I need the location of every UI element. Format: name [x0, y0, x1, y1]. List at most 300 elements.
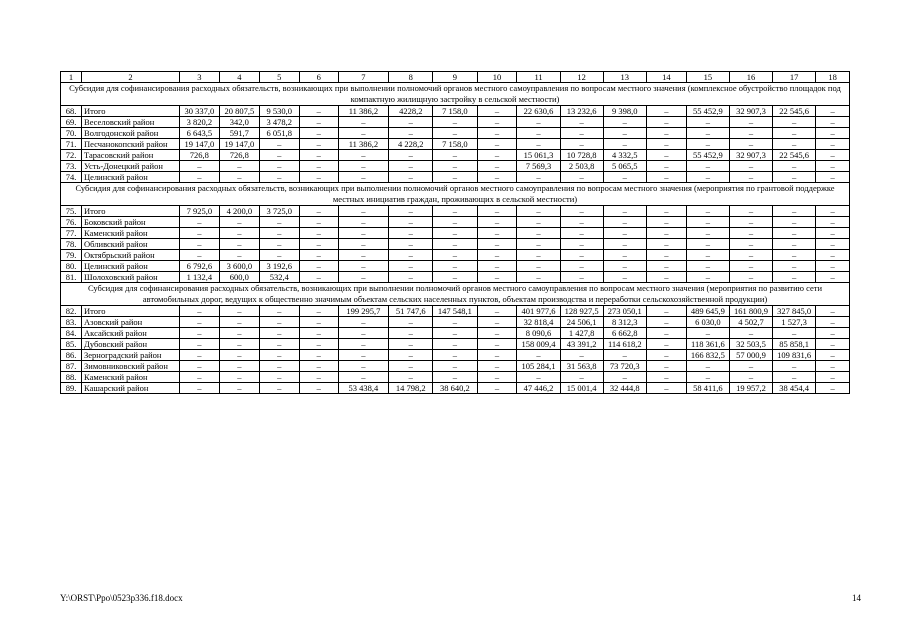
page-number: 14	[852, 593, 861, 603]
value-cell: –	[517, 217, 560, 228]
value-cell: –	[433, 228, 477, 239]
value-cell: –	[259, 161, 299, 172]
district-name: Аксайский район	[82, 328, 180, 339]
value-cell: –	[389, 361, 433, 372]
value-cell: –	[646, 339, 686, 350]
value-cell: –	[773, 217, 816, 228]
column-number-cell: 5	[259, 72, 299, 83]
value-cell: –	[338, 239, 388, 250]
value-cell: –	[338, 250, 388, 261]
value-cell: 11 386,2	[338, 139, 388, 150]
row-number: 79.	[61, 250, 82, 261]
value-cell: –	[389, 272, 433, 283]
value-cell: 726,8	[179, 150, 219, 161]
value-cell: –	[686, 117, 729, 128]
value-cell: –	[729, 372, 772, 383]
row-number: 80.	[61, 261, 82, 272]
value-cell: –	[560, 350, 603, 361]
value-cell: –	[603, 139, 646, 150]
value-cell: –	[517, 206, 560, 217]
value-cell: –	[477, 339, 517, 350]
value-cell: 158 009,4	[517, 339, 560, 350]
value-cell: –	[729, 172, 772, 183]
value-cell: –	[219, 328, 259, 339]
table-row	[61, 250, 850, 261]
value-cell: –	[560, 117, 603, 128]
value-cell: –	[560, 206, 603, 217]
row-number: 69.	[61, 117, 82, 128]
value-cell: 19 147,0	[219, 139, 259, 150]
value-cell: –	[517, 261, 560, 272]
value-cell: –	[299, 261, 338, 272]
value-cell: –	[477, 239, 517, 250]
table-row	[61, 350, 850, 361]
district-name: Итого	[82, 306, 180, 317]
row-number: 84.	[61, 328, 82, 339]
value-cell: –	[179, 328, 219, 339]
value-cell: –	[259, 172, 299, 183]
row-number: 75.	[61, 206, 82, 217]
value-cell: 19 957,2	[729, 383, 772, 394]
table-row	[61, 383, 850, 394]
column-number-cell: 13	[603, 72, 646, 83]
value-cell: –	[338, 361, 388, 372]
value-cell: –	[299, 217, 338, 228]
value-cell: –	[773, 128, 816, 139]
value-cell: –	[646, 117, 686, 128]
value-cell: 1 427,8	[560, 328, 603, 339]
value-cell: –	[816, 239, 850, 250]
district-name: Итого	[82, 206, 180, 217]
value-cell: –	[259, 361, 299, 372]
table-row	[61, 150, 850, 161]
table-row	[61, 161, 850, 172]
value-cell: 4 228,2	[389, 139, 433, 150]
value-cell: –	[603, 350, 646, 361]
value-cell: –	[816, 306, 850, 317]
value-cell: 32 503,5	[729, 339, 772, 350]
value-cell: –	[477, 350, 517, 361]
value-cell: –	[179, 250, 219, 261]
value-cell: –	[389, 350, 433, 361]
table-row	[61, 228, 850, 239]
value-cell: 8 312,3	[603, 317, 646, 328]
value-cell: –	[433, 128, 477, 139]
column-number-cell: 1	[61, 72, 82, 83]
table-row	[61, 117, 850, 128]
value-cell: –	[338, 328, 388, 339]
value-cell: 31 563,8	[560, 361, 603, 372]
value-cell: 532,4	[259, 272, 299, 283]
value-cell: 32 444,8	[603, 383, 646, 394]
value-cell: –	[560, 250, 603, 261]
value-cell: –	[338, 272, 388, 283]
value-cell: 22 630,6	[517, 106, 560, 117]
value-cell: 1 132,4	[179, 272, 219, 283]
value-cell: –	[219, 350, 259, 361]
value-cell: –	[816, 261, 850, 272]
value-cell: –	[560, 261, 603, 272]
value-cell: –	[816, 206, 850, 217]
value-cell: 3 820,2	[179, 117, 219, 128]
value-cell: –	[517, 172, 560, 183]
value-cell: –	[603, 372, 646, 383]
value-cell: –	[646, 106, 686, 117]
value-cell: 273 050,1	[603, 306, 646, 317]
value-cell: 7 158,0	[433, 106, 477, 117]
value-cell: –	[299, 228, 338, 239]
value-cell: –	[560, 239, 603, 250]
value-cell: –	[433, 239, 477, 250]
value-cell: –	[477, 250, 517, 261]
value-cell: –	[219, 250, 259, 261]
row-number: 77.	[61, 228, 82, 239]
column-number-cell: 7	[338, 72, 388, 83]
value-cell: –	[646, 350, 686, 361]
value-cell: –	[389, 228, 433, 239]
value-cell: –	[517, 228, 560, 239]
section-title-row	[61, 283, 850, 306]
value-cell: –	[477, 228, 517, 239]
column-number-cell: 18	[816, 72, 850, 83]
value-cell: 600,0	[219, 272, 259, 283]
value-cell: –	[338, 172, 388, 183]
value-cell: 161 800,9	[729, 306, 772, 317]
value-cell: –	[433, 339, 477, 350]
value-cell: –	[603, 272, 646, 283]
value-cell: –	[338, 372, 388, 383]
value-cell: –	[816, 361, 850, 372]
value-cell: –	[603, 261, 646, 272]
value-cell: –	[686, 250, 729, 261]
value-cell: –	[299, 106, 338, 117]
value-cell: –	[686, 272, 729, 283]
value-cell: 3 192,6	[259, 261, 299, 272]
value-cell: –	[338, 228, 388, 239]
value-cell: –	[686, 228, 729, 239]
value-cell: –	[179, 350, 219, 361]
column-number-cell: 10	[477, 72, 517, 83]
section-title: Субсидия для софинансирования расходных обязательств, возникающих при выполнении полномочий органов местного самоуправления по вопросам местного значения (мероприятия по грантовой поддержке местных инициатив граждан, проживающих в сельской местности)	[61, 183, 850, 206]
value-cell: –	[560, 372, 603, 383]
table-row	[61, 139, 850, 150]
value-cell: –	[816, 383, 850, 394]
value-cell: –	[686, 361, 729, 372]
value-cell: 2 503,8	[560, 161, 603, 172]
value-cell: –	[773, 361, 816, 372]
value-cell: 118 361,6	[686, 339, 729, 350]
value-cell: 9 398,0	[603, 106, 646, 117]
value-cell: –	[179, 228, 219, 239]
value-cell: 43 391,2	[560, 339, 603, 350]
value-cell: 30 337,0	[179, 106, 219, 117]
value-cell: –	[259, 339, 299, 350]
value-cell: 342,0	[219, 117, 259, 128]
value-cell: 5 065,5	[603, 161, 646, 172]
row-number: 88.	[61, 372, 82, 383]
value-cell: –	[259, 350, 299, 361]
value-cell: 166 832,5	[686, 350, 729, 361]
value-cell: –	[299, 128, 338, 139]
value-cell: –	[477, 361, 517, 372]
value-cell: –	[816, 106, 850, 117]
table-row	[61, 272, 850, 283]
value-cell: –	[517, 139, 560, 150]
value-cell: –	[560, 128, 603, 139]
value-cell: –	[517, 250, 560, 261]
value-cell: –	[816, 150, 850, 161]
value-cell: –	[477, 172, 517, 183]
value-cell: –	[389, 206, 433, 217]
value-cell: –	[816, 250, 850, 261]
district-name: Шолоховский район	[82, 272, 180, 283]
value-cell: –	[179, 239, 219, 250]
value-cell: –	[646, 206, 686, 217]
value-cell: –	[299, 239, 338, 250]
column-number-cell: 4	[219, 72, 259, 83]
value-cell: –	[433, 372, 477, 383]
value-cell: –	[219, 228, 259, 239]
row-number: 83.	[61, 317, 82, 328]
value-cell: –	[517, 239, 560, 250]
value-cell: –	[338, 206, 388, 217]
value-cell: –	[219, 372, 259, 383]
value-cell: –	[686, 261, 729, 272]
value-cell: –	[477, 206, 517, 217]
value-cell: –	[389, 250, 433, 261]
row-number: 87.	[61, 361, 82, 372]
table-row	[61, 339, 850, 350]
value-cell: –	[686, 128, 729, 139]
column-number-cell: 2	[82, 72, 180, 83]
value-cell: –	[259, 383, 299, 394]
column-number-cell: 3	[179, 72, 219, 83]
value-cell: –	[477, 217, 517, 228]
column-number-cell: 15	[686, 72, 729, 83]
district-name: Боковский район	[82, 217, 180, 228]
value-cell: –	[389, 261, 433, 272]
value-cell: –	[646, 361, 686, 372]
value-cell: –	[219, 239, 259, 250]
value-cell: –	[179, 161, 219, 172]
value-cell: –	[219, 172, 259, 183]
value-cell: 327 845,0	[773, 306, 816, 317]
value-cell: –	[686, 139, 729, 150]
value-cell: 7 569,3	[517, 161, 560, 172]
value-cell: –	[219, 161, 259, 172]
value-cell: –	[219, 217, 259, 228]
value-cell: –	[338, 217, 388, 228]
value-cell: –	[433, 206, 477, 217]
value-cell: –	[299, 361, 338, 372]
value-cell: –	[389, 239, 433, 250]
value-cell: –	[773, 206, 816, 217]
value-cell: –	[299, 328, 338, 339]
value-cell: 4 332,5	[603, 150, 646, 161]
value-cell: –	[259, 306, 299, 317]
value-cell: –	[729, 217, 772, 228]
value-cell: –	[179, 172, 219, 183]
value-cell: –	[477, 117, 517, 128]
value-cell: 15 001,4	[560, 383, 603, 394]
value-cell: –	[259, 239, 299, 250]
table-row	[61, 361, 850, 372]
value-cell: –	[773, 272, 816, 283]
value-cell: –	[477, 317, 517, 328]
value-cell: –	[433, 150, 477, 161]
value-cell: –	[433, 272, 477, 283]
value-cell: –	[686, 328, 729, 339]
value-cell: –	[477, 306, 517, 317]
value-cell: –	[816, 228, 850, 239]
value-cell: 3 600,0	[219, 261, 259, 272]
value-cell: –	[299, 383, 338, 394]
value-cell: 4228,2	[389, 106, 433, 117]
value-cell: –	[603, 172, 646, 183]
district-name: Кашарский район	[82, 383, 180, 394]
value-cell: –	[299, 172, 338, 183]
footer-file-path: Y:\ORST\Ppo\0523p336.f18.docx	[60, 593, 183, 603]
value-cell: 1 527,3	[773, 317, 816, 328]
value-cell: –	[389, 217, 433, 228]
value-cell: –	[389, 161, 433, 172]
value-cell: –	[729, 206, 772, 217]
value-cell: –	[729, 139, 772, 150]
value-cell: –	[646, 172, 686, 183]
value-cell: –	[686, 239, 729, 250]
value-cell: –	[338, 150, 388, 161]
value-cell: 58 411,6	[686, 383, 729, 394]
value-cell: –	[686, 372, 729, 383]
value-cell: –	[729, 272, 772, 283]
value-cell: –	[299, 206, 338, 217]
row-number: 82.	[61, 306, 82, 317]
value-cell: –	[729, 239, 772, 250]
district-name: Итого	[82, 106, 180, 117]
value-cell: 7 158,0	[433, 139, 477, 150]
value-cell: 109 831,6	[773, 350, 816, 361]
value-cell: 53 438,4	[338, 383, 388, 394]
value-cell: 85 858,1	[773, 339, 816, 350]
value-cell: –	[816, 139, 850, 150]
column-number-cell: 12	[560, 72, 603, 83]
value-cell: 57 000,9	[729, 350, 772, 361]
value-cell: –	[433, 250, 477, 261]
value-cell: 11 386,2	[338, 106, 388, 117]
district-name: Целинский район	[82, 261, 180, 272]
value-cell: –	[389, 339, 433, 350]
value-cell: –	[646, 228, 686, 239]
value-cell: –	[773, 261, 816, 272]
column-number-cell: 6	[299, 72, 338, 83]
column-number-cell: 9	[433, 72, 477, 83]
value-cell: –	[179, 339, 219, 350]
value-cell: 7 925,0	[179, 206, 219, 217]
value-cell: –	[477, 261, 517, 272]
value-cell: –	[646, 128, 686, 139]
value-cell: 38 454,4	[773, 383, 816, 394]
value-cell: –	[646, 161, 686, 172]
value-cell: –	[433, 172, 477, 183]
value-cell: –	[477, 139, 517, 150]
value-cell: –	[477, 383, 517, 394]
row-number: 70.	[61, 128, 82, 139]
row-number: 73.	[61, 161, 82, 172]
value-cell: 128 927,5	[560, 306, 603, 317]
value-cell: –	[259, 228, 299, 239]
district-name: Песчанокопский район	[82, 139, 180, 150]
value-cell: 51 747,6	[389, 306, 433, 317]
table-row	[61, 239, 850, 250]
value-cell: –	[179, 217, 219, 228]
value-cell: 10 728,8	[560, 150, 603, 161]
row-number: 71.	[61, 139, 82, 150]
value-cell: –	[729, 228, 772, 239]
value-cell: –	[299, 317, 338, 328]
section-title-row	[61, 83, 850, 106]
value-cell: –	[219, 339, 259, 350]
district-name: Веселовский район	[82, 117, 180, 128]
value-cell: –	[338, 161, 388, 172]
value-cell: –	[477, 128, 517, 139]
value-cell: –	[299, 150, 338, 161]
value-cell: 8 090,6	[517, 328, 560, 339]
value-cell: –	[686, 206, 729, 217]
value-cell: –	[433, 361, 477, 372]
value-cell: –	[338, 350, 388, 361]
value-cell: –	[646, 239, 686, 250]
district-name: Дубовский район	[82, 339, 180, 350]
value-cell: –	[433, 328, 477, 339]
value-cell: –	[603, 128, 646, 139]
value-cell: 114 618,2	[603, 339, 646, 350]
value-cell: –	[259, 250, 299, 261]
value-cell: –	[560, 172, 603, 183]
value-cell: –	[517, 117, 560, 128]
value-cell: –	[646, 372, 686, 383]
value-cell: –	[773, 372, 816, 383]
value-cell: 199 295,7	[338, 306, 388, 317]
value-cell: –	[389, 328, 433, 339]
column-number-cell: 11	[517, 72, 560, 83]
value-cell: 6 030,0	[686, 317, 729, 328]
value-cell: 38 640,2	[433, 383, 477, 394]
value-cell: –	[433, 261, 477, 272]
value-cell: –	[179, 361, 219, 372]
value-cell: 32 907,3	[729, 150, 772, 161]
value-cell: –	[338, 261, 388, 272]
district-name: Каменский район	[82, 372, 180, 383]
section-title-row	[61, 183, 850, 206]
value-cell: –	[477, 272, 517, 283]
value-cell: 3 478,2	[259, 117, 299, 128]
value-cell: 147 548,1	[433, 306, 477, 317]
district-name: Октябрьский район	[82, 250, 180, 261]
value-cell: –	[729, 328, 772, 339]
value-cell: –	[816, 350, 850, 361]
value-cell: –	[729, 117, 772, 128]
value-cell: –	[299, 272, 338, 283]
value-cell: –	[389, 372, 433, 383]
value-cell: –	[299, 117, 338, 128]
table-row	[61, 317, 850, 328]
column-number-cell: 8	[389, 72, 433, 83]
value-cell: –	[299, 139, 338, 150]
value-cell: 4 200,0	[219, 206, 259, 217]
value-cell: –	[816, 372, 850, 383]
value-cell: –	[603, 239, 646, 250]
value-cell: –	[816, 217, 850, 228]
